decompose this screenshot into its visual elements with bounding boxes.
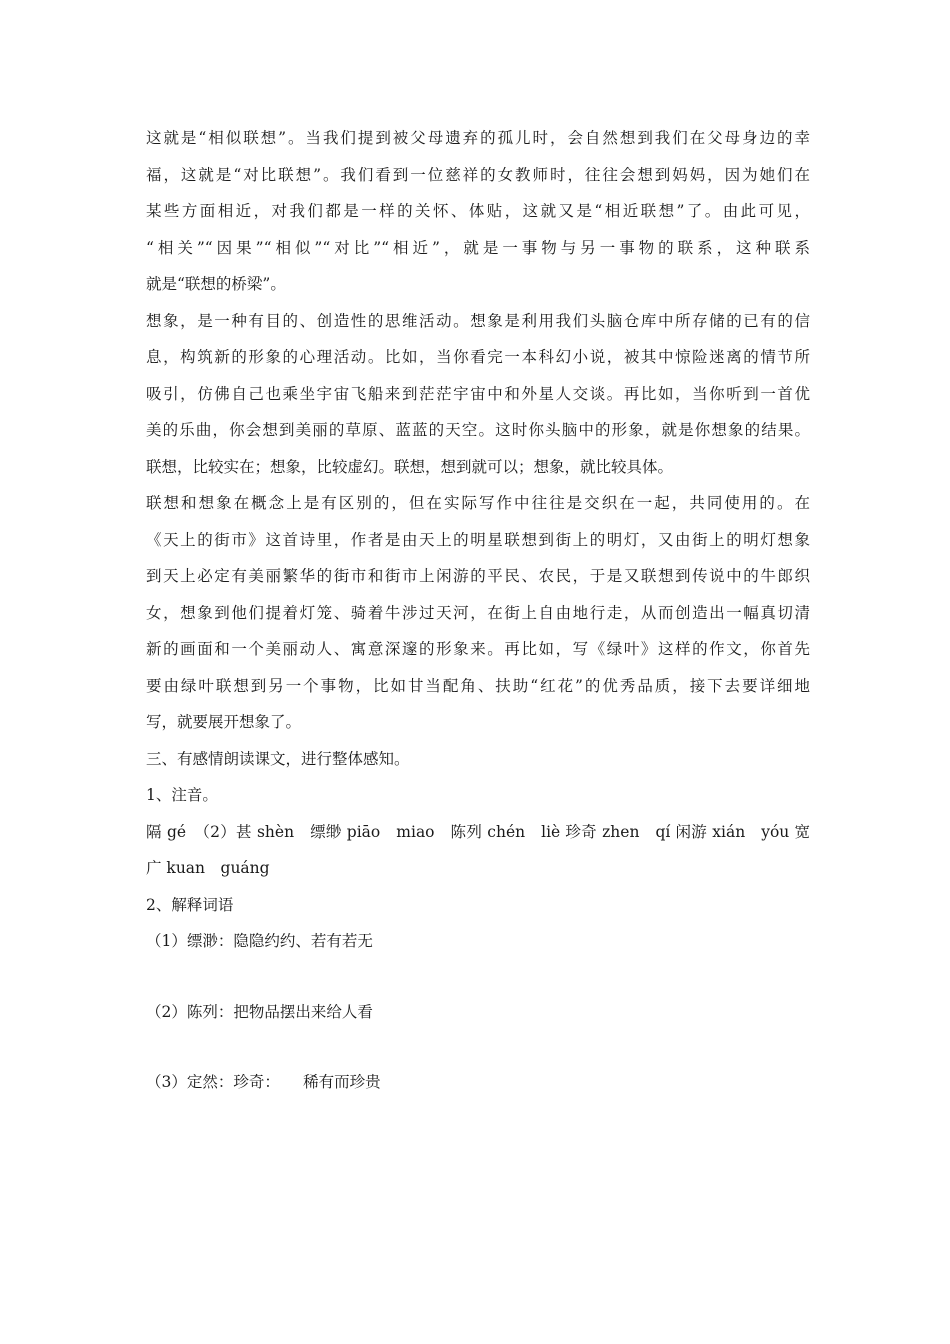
definition-item: （2）陈列：把物品摆出来给人看 xyxy=(146,1002,373,1021)
paragraph-line: 写，就要展开想象了。 xyxy=(146,713,302,731)
paragraph-line: 到天上必定有美丽繁华的街市和街市上闲游的平民、农民，于是又联想到传说中的牛郎织 xyxy=(146,567,810,585)
paragraph-line: 联想和想象在概念上是有区别的，但在实际写作中往往是交织在一起，共同使用的。在 xyxy=(146,494,810,512)
paragraph-line: “相关”“因果”“相似”“对比”“相近”，就是一事物与另一事物的联系，这种联系 xyxy=(146,238,810,257)
paragraph-line: 女，想象到他们提着灯笼、骑着牛涉过天河，在街上自由地行走，从而创造出一幅真切清 xyxy=(146,603,810,622)
definition-item: （1）缥渺：隐隐约约、若有若无 xyxy=(146,932,373,950)
paragraph-line: 要由绿叶联想到另一个事物，比如甘当配角、扶助“红花”的优秀品质，接下去要详细地 xyxy=(146,676,810,695)
paragraph-line: 就是“联想的桥梁”。 xyxy=(146,275,286,293)
subsection-heading: 1、注音。 xyxy=(146,786,218,804)
pinyin-line: 隔 gé （2）甚 shèn 缥缈 piāo miao 陈列 chén liè 珍奇 zhen qí 闲游 xián yóu 宽 xyxy=(146,822,810,841)
document-body xyxy=(146,120,810,1101)
blank-space xyxy=(146,960,810,994)
paragraph-line: 某些方面相近，对我们都是一样的关怀、体贴，这就又是“相近联想”了。由此可见， xyxy=(146,202,810,220)
paragraph-line: 福，这就是“对比联想”。我们看到一位慈祥的女教师时，往往会想到妈妈，因为她们在 xyxy=(146,165,810,184)
paragraph-line: 这就是“相似联想”。当我们提到被父母遗弃的孤儿时，会自然想到我们在父母身边的幸 xyxy=(146,129,810,147)
paragraph-line: 新的画面和一个美丽动人、寓意深邃的形象来。再比如，写《绿叶》这样的作文，你首先 xyxy=(146,640,810,658)
paragraph-line: 美的乐曲，你会想到美丽的草原、蓝蓝的天空。这时你头脑中的形象，就是你想象的结果。 xyxy=(146,421,810,439)
paragraph-line: 联想，比较实在；想象，比较虚幻。联想，想到就可以；想象，就比较具体。 xyxy=(146,457,674,476)
definition-item: （3）定然：珍奇： 稀有而珍贵 xyxy=(146,1073,381,1091)
subsection-heading: 2、解释词语 xyxy=(146,895,234,914)
blank-space xyxy=(146,1030,810,1064)
pinyin-line: 广 kuan guáng xyxy=(146,859,270,877)
section-heading: 三、有感情朗读课文，进行整体感知。 xyxy=(146,749,410,768)
paragraph-line: 《天上的街市》这首诗里，作者是由天上的明星联想到街上的明灯，又由街上的明灯想象 xyxy=(146,530,810,549)
paragraph-line: 想象，是一种有目的、创造性的思维活动。想象是利用我们头脑仓库中所存储的已有的信 xyxy=(146,311,810,330)
paragraph-line: 吸引，仿佛自己也乘坐宇宙飞船来到茫茫宇宙中和外星人交谈。再比如，当你听到一首优 xyxy=(146,384,810,403)
paragraph-line: 息，构筑新的形象的心理活动。比如，当你看完一本科幻小说，被其中惊险迷离的情节所 xyxy=(146,348,810,366)
